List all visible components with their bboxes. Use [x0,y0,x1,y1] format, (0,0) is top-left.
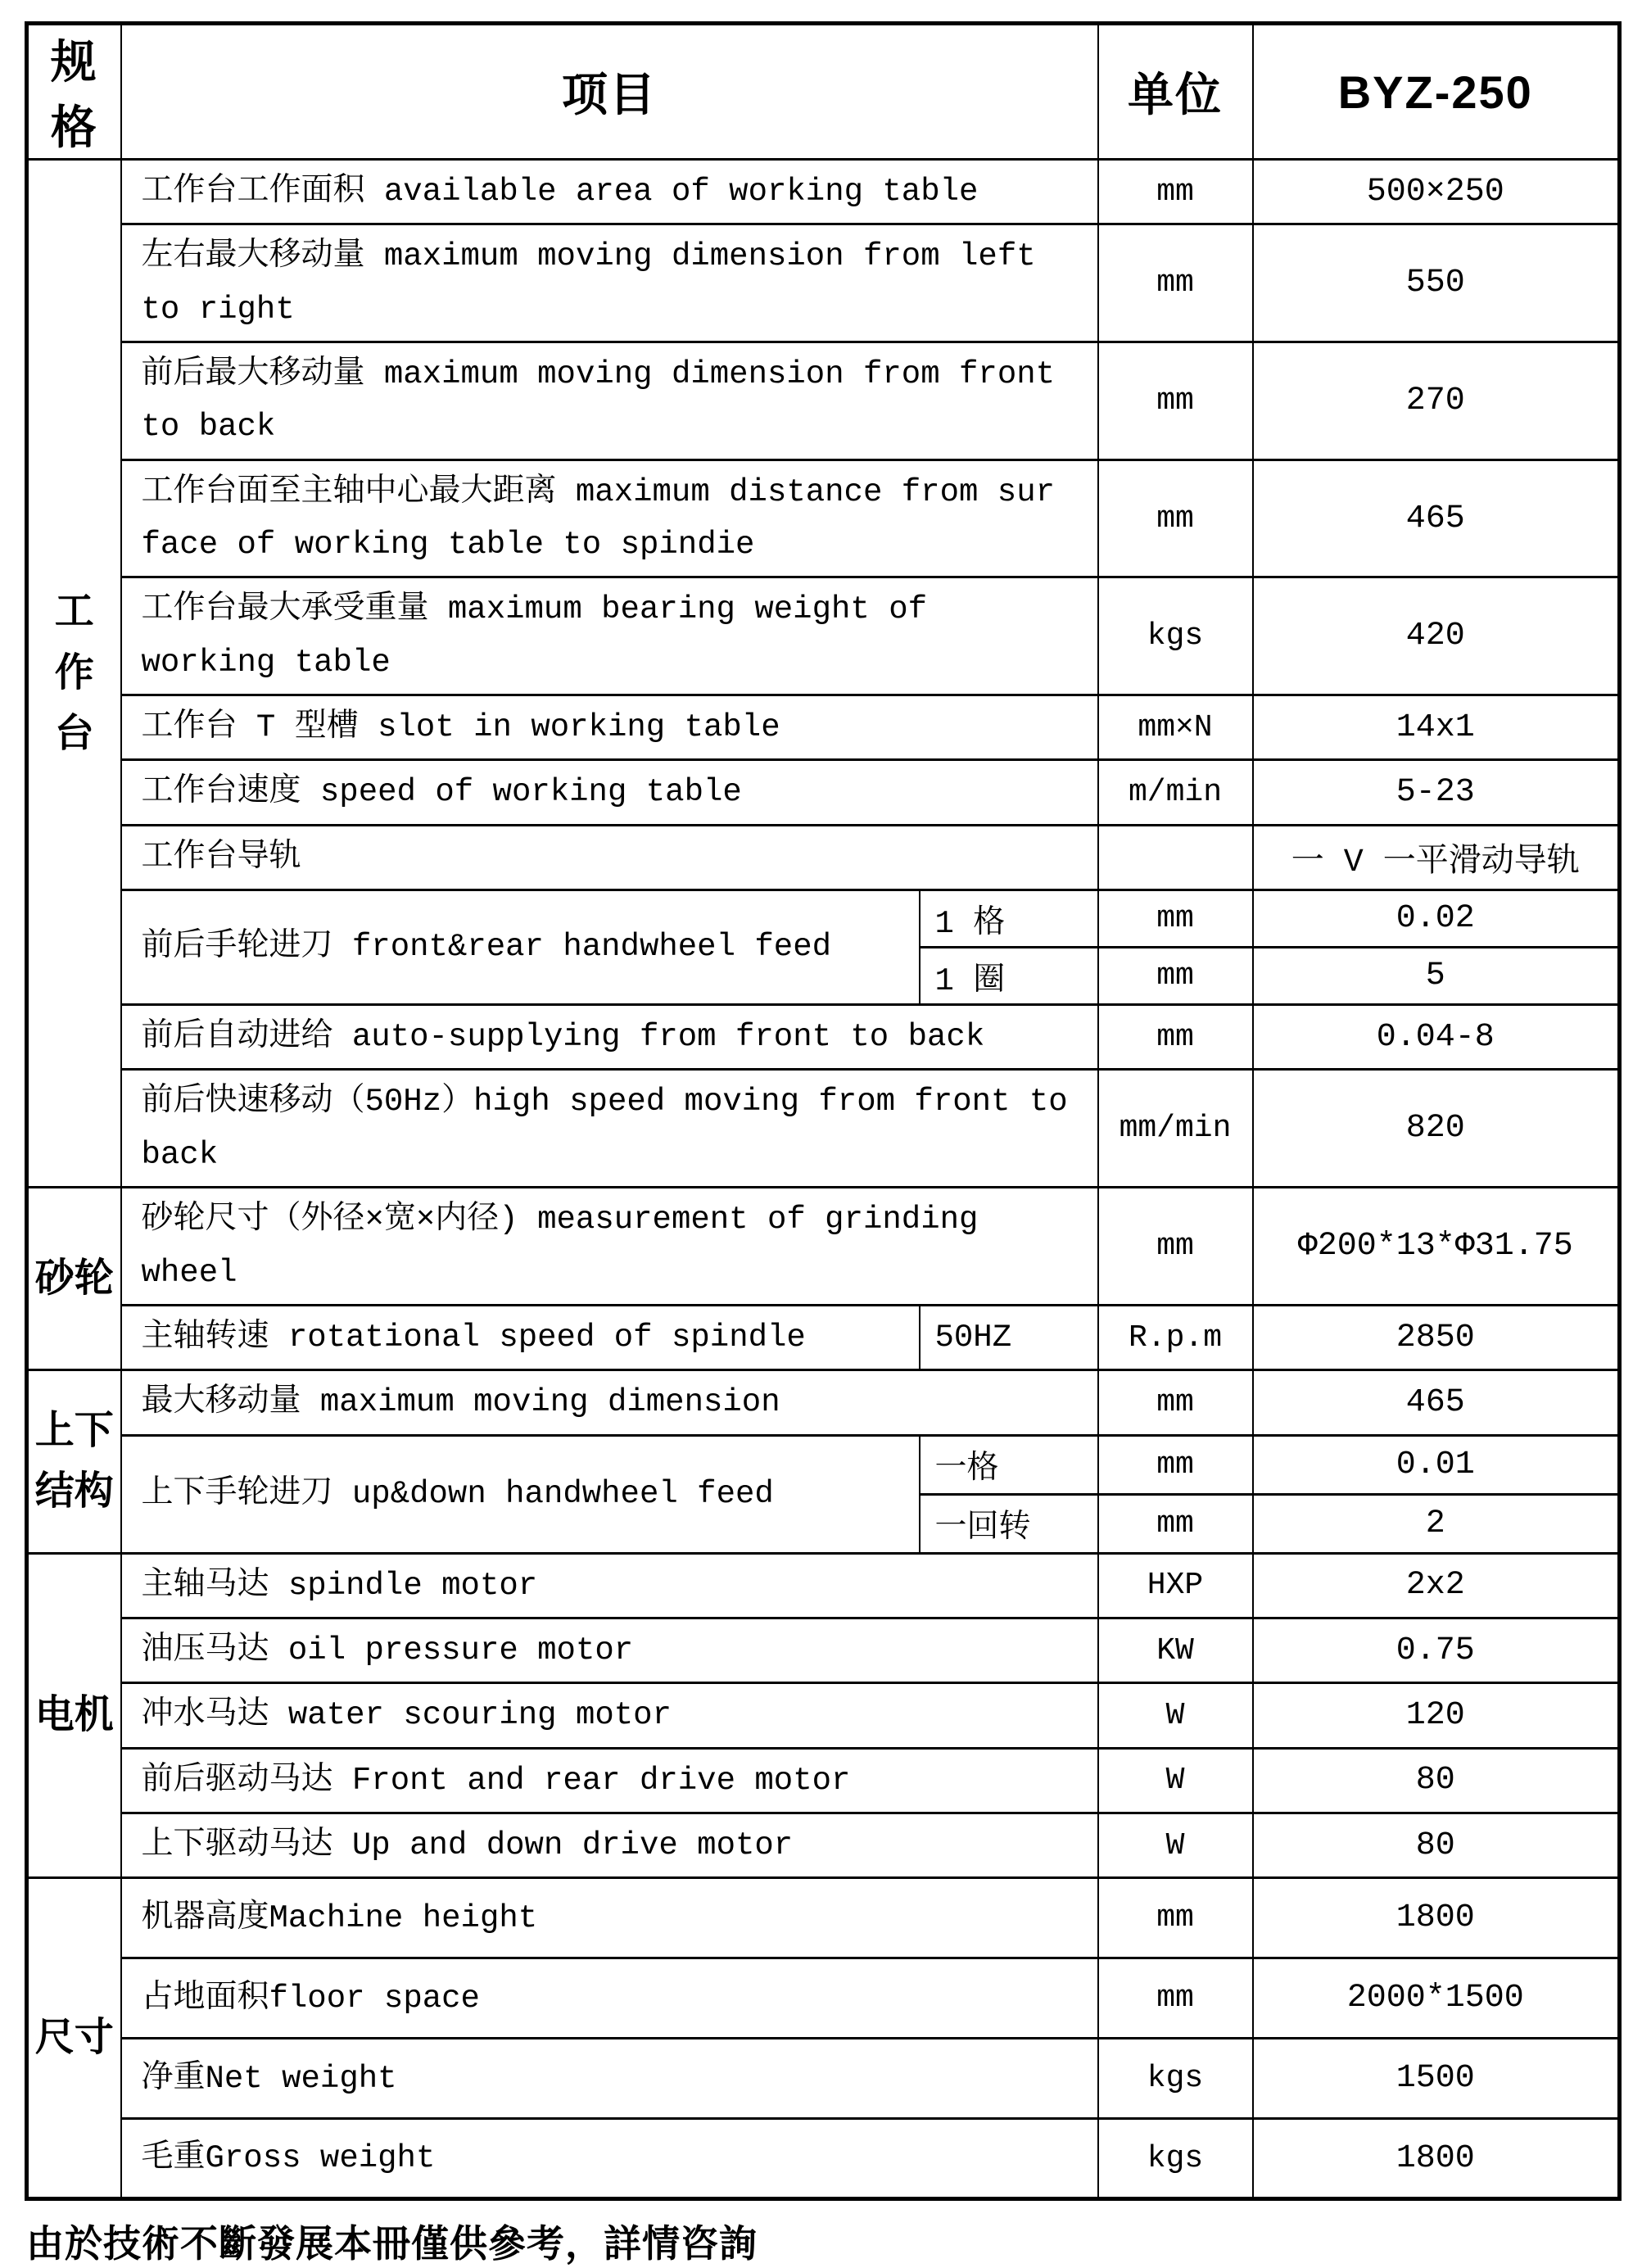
unit-cell: m/min [1098,760,1253,825]
table-row [27,1683,1620,1748]
unit-cell: kgs [1098,577,1253,695]
table-row [27,1005,1620,1070]
item-cell: 工作台最大承受重量 maximum bearing weight of working table [121,577,1098,695]
unit-cell: mm [1098,1878,1253,1958]
value-cell: 820 [1253,1070,1620,1188]
table-row [27,459,1620,577]
unit-cell: mm [1098,1958,1253,2039]
value-cell: 120 [1253,1683,1620,1748]
table-row [27,224,1620,342]
value-cell: 5-23 [1253,760,1620,825]
item-cell: 工作台 T 型槽 slot in working table [121,695,1098,760]
unit-cell: mm [1098,890,1253,948]
unit-cell: mm [1098,342,1253,460]
item-cell: 前后快速移动（50Hz）high speed moving from front to back [121,1070,1098,1188]
unit-cell: mm [1098,948,1253,1005]
item-cell: 冲水马达 water scouring motor [121,1683,1098,1748]
group-label-motor [27,1553,121,1878]
unit-cell: mm×N [1098,695,1253,760]
value-cell: 2850 [1253,1305,1620,1369]
value-cell: 1500 [1253,2039,1620,2119]
table-row [27,1070,1620,1188]
value-cell: 0.02 [1253,890,1620,948]
column-header-spec: 规格 [27,24,121,160]
group-label-updown-structure-text: 上下结构 [34,1408,114,1514]
unit-cell: mm [1098,459,1253,577]
value-cell: 465 [1253,459,1620,577]
unit-cell: mm [1098,1005,1253,1070]
unit-cell: W [1098,1813,1253,1877]
value-cell: 500×250 [1253,160,1620,224]
value-cell: 2x2 [1253,1553,1620,1618]
unit-cell: W [1098,1683,1253,1748]
table-header-row [27,24,1620,160]
item-cell: 主轴马达 spindle motor [121,1553,1098,1618]
item-cell: 工作台面至主轴中心最大距离 maximum distance from sur face of working table to spindie [121,459,1098,577]
table-row [27,160,1620,224]
item-cell: 工作台导轨 [121,825,1098,890]
column-header-item: 项目 [121,24,1098,160]
item-cell: 油压马达 oil pressure motor [121,1618,1098,1682]
table-row [27,1958,1620,2039]
item-cell: 前后手轮进刀 front&rear handwheel feed [121,890,920,1005]
footer-disclaimer-note: 由於技術不斷發展本冊僅供參考，詳情咨詢 [26,2222,758,2266]
value-cell: 1800 [1253,1878,1620,1958]
unit-cell: mm [1098,160,1253,224]
group-label-updown-structure [27,1370,121,1553]
value-cell: 0.01 [1253,1435,1620,1494]
unit-cell: R.p.m [1098,1305,1253,1369]
table-row [27,695,1620,760]
column-header-unit: 单位 [1098,24,1253,160]
sub-item-cell: 一格 [920,1435,1098,1494]
unit-cell: mm [1098,1494,1253,1553]
value-cell: 1800 [1253,2119,1620,2199]
unit-cell: mm/min [1098,1070,1253,1188]
item-cell: 主轴转速 rotational speed of spindle [121,1305,920,1369]
item-cell: 毛重Gross weight [121,2119,1098,2199]
item-cell: 最大移动量 maximum moving dimension [121,1370,1098,1435]
group-label-worktable-text: 工作台 [54,590,94,756]
table-row [27,1748,1620,1813]
unit-cell: mm [1098,1435,1253,1494]
table-row [27,2119,1620,2199]
value-cell: 0.75 [1253,1618,1620,1682]
sub-item-cell: 1 圈 [920,948,1098,1005]
item-cell: 工作台工作面积 available area of working table [121,160,1098,224]
item-cell: 工作台速度 speed of working table [121,760,1098,825]
table-row [27,1813,1620,1877]
table-row [27,577,1620,695]
unit-cell: kgs [1098,2039,1253,2119]
group-label-dimensions-text: 尺寸 [34,2016,114,2060]
sub-item-cell: 一回转 [920,1494,1098,1553]
unit-cell: mm [1098,224,1253,342]
table-row [27,760,1620,825]
value-cell: 465 [1253,1370,1620,1435]
unit-cell [1098,825,1253,890]
group-label-dimensions [27,1878,121,2199]
value-cell: 2 [1253,1494,1620,1553]
value-cell: 0.04-8 [1253,1005,1620,1070]
table-row [27,1305,1620,1369]
item-cell: 净重Net weight [121,2039,1098,2119]
table-row [27,342,1620,460]
sub-item-cell: 1 格 [920,890,1098,948]
table-row [27,890,1620,948]
value-cell: 270 [1253,342,1620,460]
table-row [27,1553,1620,1618]
value-cell: 一 V 一平滑动导轨 [1253,825,1620,890]
item-cell: 砂轮尺寸（外径×宽×内径) measurement of grinding wheel [121,1188,1098,1306]
item-cell: 前后自动进给 auto-supplying from front to back [121,1005,1098,1070]
value-cell: 2000*1500 [1253,1958,1620,2039]
value-cell: 14x1 [1253,695,1620,760]
table-row [27,1878,1620,1958]
group-label-worktable [27,160,121,1188]
group-label-motor-text: 电机 [34,1693,114,1737]
value-cell: 420 [1253,577,1620,695]
value-cell: Φ200*13*Φ31.75 [1253,1188,1620,1306]
unit-cell: KW [1098,1618,1253,1682]
table-row [27,2039,1620,2119]
value-cell: 80 [1253,1813,1620,1877]
table-row [27,1618,1620,1682]
unit-cell: HXP [1098,1553,1253,1618]
value-cell: 80 [1253,1748,1620,1813]
item-cell: 左右最大移动量 maximum moving dimension from left to right [121,224,1098,342]
item-cell: 占地面积floor space [121,1958,1098,2039]
table-row [27,1370,1620,1435]
unit-cell: kgs [1098,2119,1253,2199]
item-cell: 上下手轮进刀 up&down handwheel feed [121,1435,920,1553]
item-cell: 机器高度Machine height [121,1878,1098,1958]
unit-cell: mm [1098,1188,1253,1306]
column-header-model: BYZ-250 [1253,24,1620,160]
item-cell: 前后最大移动量 maximum moving dimension from front to back [121,342,1098,460]
unit-cell: W [1098,1748,1253,1813]
table-row [27,1188,1620,1306]
spec-table [25,21,1622,2201]
item-cell: 前后驱动马达 Front and rear drive motor [121,1748,1098,1813]
group-label-grinding-wheel-text: 砂轮 [34,1256,114,1300]
value-cell: 5 [1253,948,1620,1005]
table-row [27,1435,1620,1494]
table-row [27,825,1620,890]
group-label-grinding-wheel [27,1188,121,1370]
value-cell: 550 [1253,224,1620,342]
item-cell: 上下驱动马达 Up and down drive motor [121,1813,1098,1877]
unit-cell: mm [1098,1370,1253,1435]
sub-item-cell: 50HZ [920,1305,1098,1369]
